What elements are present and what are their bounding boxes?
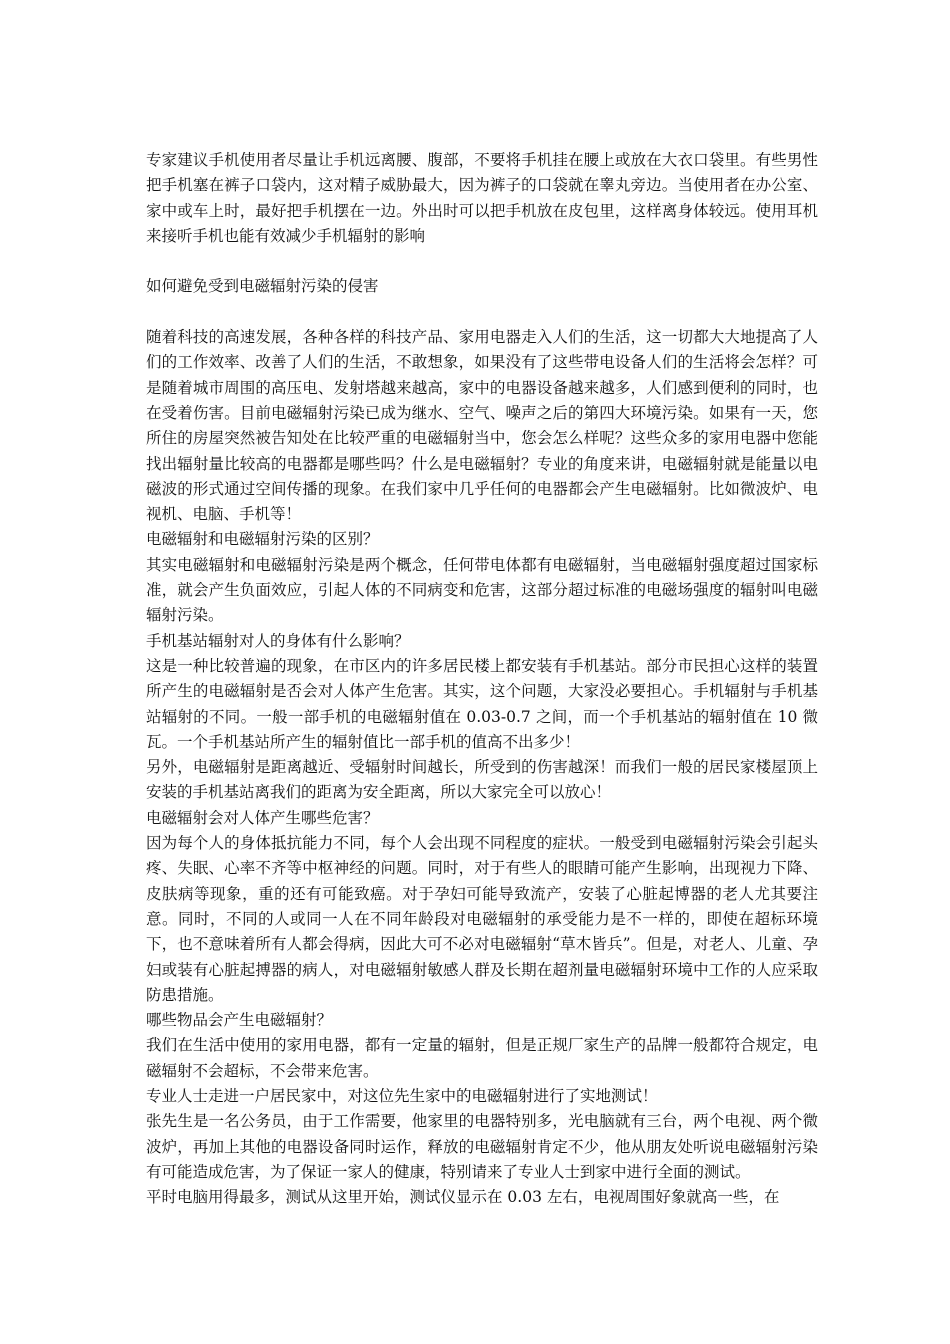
paragraph-phone-advice: 专家建议手机使用者尽量让手机远离腰、腹部，不要将手机挂在腰上或放在大衣口袋里。有些男性把手机塞在裤子口袋内，这对精子威胁最大，因为裤子的口袋就在睾丸旁边。当使用者在办公室、家中或车上时，最好把手机摆在一边。外出时可以把手机放在皮包里，这样离身体较远。使用耳机来接听手机也能有效减少手机辐射的影响 xyxy=(146,151,818,245)
paragraph-base-station: 这是一种比较普遍的现象，在市区内的许多居民楼上都安装有手机基站。部分市民担心这样的装置所产生的电磁辐射是否会对人体产生危害。其实，这个问题，大家没必要担心。手机辐射与手机基站辐射的不同。一般一部手机的电磁辐射值在 0.03-0.7 之间，而一个手机基站的辐射值在 10 微瓦。一个手机基站所产生的辐射值比一部手机的值高不出多少！ xyxy=(146,656,818,751)
paragraph-sources: 我们在生活中使用的家用电器，都有一定量的辐射，但是正规厂家生产的品牌一般都符合规定，电磁辐射不会超标，不会带来危害。 xyxy=(146,1036,818,1080)
section-heading-avoid-radiation: 如何避免受到电磁辐射污染的侵害 xyxy=(146,277,379,296)
document-body xyxy=(146,148,818,1210)
paragraph-distance: 另外，电磁辐射是距离越近、受辐射时间越长，所受到的伤害越深！而我们一般的居民家楼屋顶上安装的手机基站离我们的距离为安全距离，所以大家完全可以放心！ xyxy=(146,758,818,802)
question-harm: 电磁辐射会对人体产生哪些危害？ xyxy=(146,808,379,827)
paragraph-home-test-intro: 专业人士走进一户居民家中，对这位先生家中的电磁辐射进行了实地测试！ xyxy=(146,1086,658,1105)
question-sources: 哪些物品会产生电磁辐射？ xyxy=(146,1011,333,1030)
paragraph-intro: 随着科技的高速发展，各种各样的科技产品、家用电器走入人们的生活，这一切都大大地提高了人们的工作效率、改善了人们的生活，不敢想象，如果没有了这些带电设备人们的生活将会怎样？可是随着城市周围的高压电、发射塔越来越高，家中的电器设备越来越多，人们感到便利的同时，也在受着伤害。目前电磁辐射污染已成为继水、空气、噪声之后的第四大环境污染。如果有一天，您所住的房屋突然被告知处在比较严重的电磁辐射当中，您会怎么样呢？这些众多的家用电器中您能找出辐射量比较高的电器都是哪些吗？什么是电磁辐射？专业的角度来讲，电磁辐射就是能量以电磁波的形式通过空间传播的现象。在我们家中几乎任何的电器都会产生电磁辐射。比如微波炉、电视机、电脑、手机等！ xyxy=(146,328,818,524)
blank-line xyxy=(146,249,818,274)
paragraph-harm: 因为每个人的身体抵抗能力不同，每个人会出现不同程度的症状。一般受到电磁辐射污染会引起头疼、失眠、心率不齐等中枢神经的问题。同时，对于有些人的眼睛可能产生影响，出现视力下降、皮肤病等现象，重的还有可能致癌。对于孕妇可能导致流产，安装了心脏起博器的老人尤其要注意。同时，不同的人或同一人在不同年龄段对电磁辐射的承受能力是不一样的，即使在超标环境下，也不意味着所有人都会得病，因此大可不必对电磁辐射“草木皆兵”。但是，对老人、儿童、孕妇或装有心脏起搏器的病人，对电磁辐射敏感人群及长期在超剂量电磁辐射环境中工作的人应采取防患措施。 xyxy=(146,834,818,1004)
question-difference: 电磁辐射和电磁辐射污染的区别？ xyxy=(146,530,379,549)
question-base-station: 手机基站辐射对人的身体有什么影响？ xyxy=(146,631,410,650)
blank-line xyxy=(146,300,818,325)
paragraph-mr-zhang: 张先生是一名公务员，由于工作需要，他家里的电器特别多，光电脑就有三台，两个电视、两个微波炉，再加上其他的电器设备同时运作，释放的电磁辐射肯定不少，他从朋友处听说电磁辐射污染有可能造成危害，为了保证一家人的健康，特别请来了专业人士到家中进行全面的测试。 xyxy=(146,1112,818,1181)
paragraph-difference: 其实电磁辐射和电磁辐射污染是两个概念，任何带电体都有电磁辐射，当电磁辐射强度超过国家标准，就会产生负面效应，引起人体的不同病变和危害，这部分超过标准的电磁场强度的辐射叫电磁辐射污染。 xyxy=(146,555,818,625)
paragraph-test-results: 平时电脑用得最多，测试从这里开始，测试仪显示在 0.03 左右，电视周围好象就高一些，在 xyxy=(146,1188,780,1207)
